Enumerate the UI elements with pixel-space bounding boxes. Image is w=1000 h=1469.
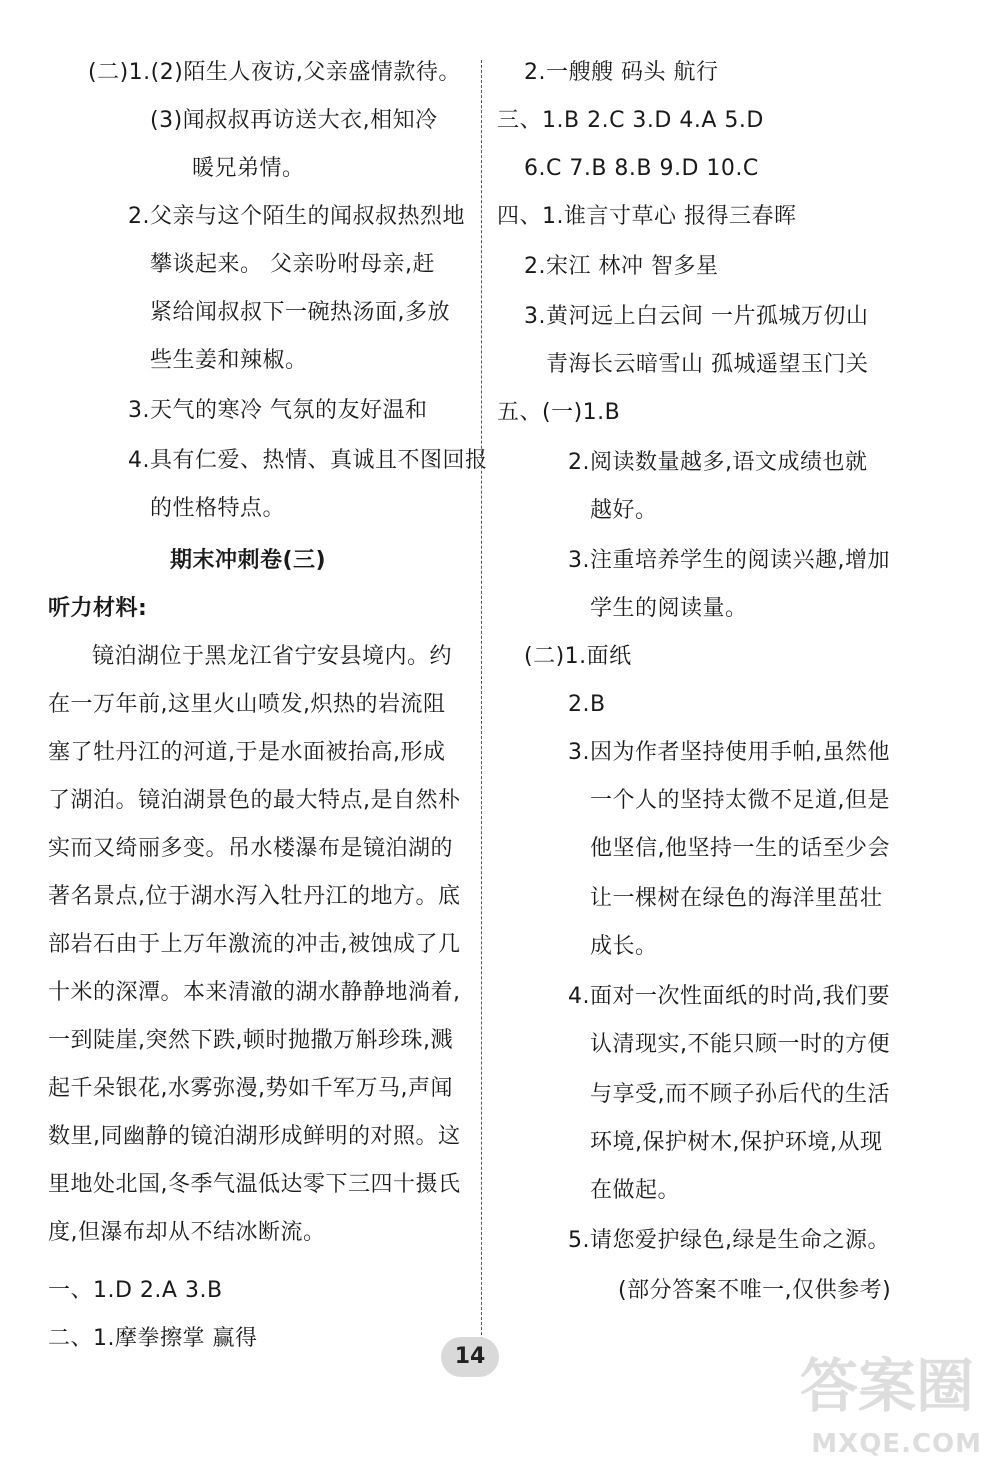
section-heading: 期末冲刺卷(三) [170, 548, 327, 573]
answer-line: 3.黄河远上白云间 一片孤城万仞山 [524, 304, 869, 329]
answer-line: 的性格特点。 [150, 496, 286, 521]
passage-line: 起千朵银花,水雾弥漫,势如千军万马,声闻 [48, 1076, 453, 1101]
passage-line: 实而又绮丽多变。吊水楼瀑布是镜泊湖的 [48, 836, 454, 861]
answer-line: 暖兄弟情。 [192, 156, 305, 181]
answer-line: 四、1.谁言寸草心 报得三春晖 [497, 204, 797, 229]
answer-line: 让一棵树在绿色的海洋里茁壮 [590, 886, 883, 911]
answer-line: 2.一艘艘 码头 航行 [524, 60, 719, 85]
watermark-site: MXQE.COM [811, 1429, 982, 1459]
passage-line: 了湖泊。镜泊湖景色的最大特点,是自然朴 [48, 788, 461, 813]
column-divider [481, 60, 482, 1350]
answer-line: 在做起。 [590, 1178, 681, 1203]
watermark [792, 1339, 982, 1459]
passage-line: 度,但瀑布却从不结冰断流。 [48, 1220, 326, 1245]
answer-line: (二)1.面纸 [524, 644, 632, 669]
passage-line: 部岩石由于上万年激流的冲击,被蚀成了几 [48, 932, 461, 957]
answer-line: (3)闻叔叔再访送大衣,相知冷 [150, 108, 438, 133]
answer-line: 2.父亲与这个陌生的闻叔叔热烈地 [128, 204, 465, 229]
passage-line: 塞了牡丹江的河道,于是水面被抬高,形成 [48, 740, 446, 765]
answer-line: 青海长云暗雪山 孤城遥望玉门关 [546, 352, 869, 377]
answer-line: 他坚信,他坚持一生的话至少会 [590, 836, 890, 861]
answer-line: 三、1.B 2.C 3.D 4.A 5.D [497, 108, 764, 133]
answer-line: 6.C 7.B 8.B 9.D 10.C [524, 156, 759, 181]
answer-line: 4.具有仁爱、热情、真诚且不图回报 [128, 448, 488, 473]
passage-line: 十米的深潭。本来清澈的湖水静静地淌着, [48, 980, 461, 1005]
passage-line: 一到陡崖,突然下跌,顿时抛撒万斛珍珠,溅 [48, 1028, 453, 1053]
note-line: (部分答案不唯一,仅供参考) [618, 1278, 892, 1303]
answer-line: 2.宋江 林冲 智多星 [524, 254, 719, 279]
answer-line: 环境,保护树木,保护环境,从现 [590, 1130, 883, 1155]
passage-line: 镜泊湖位于黑龙江省宁安县境内。约 [92, 644, 453, 669]
answer-line: 二、1.摩拳擦掌 赢得 [48, 1326, 258, 1351]
answer-line: 5.请您爱护绿色,绿是生命之源。 [568, 1228, 890, 1253]
answer-line: 紧给闻叔叔下一碗热汤面,多放 [150, 300, 450, 325]
passage-line: 数里,同幽静的镜泊湖形成鲜明的对照。这 [48, 1124, 461, 1149]
passage-line: 里地处北国,冬季气温低达零下三四十摄氏 [48, 1172, 461, 1197]
page-number: 14 [441, 1337, 499, 1377]
answer-line: 2.阅读数量越多,语文成绩也就 [568, 450, 868, 475]
answer-line: 一个人的坚持太微不足道,但是 [590, 788, 890, 813]
answer-line: 4.面对一次性面纸的时尚,我们要 [568, 984, 890, 1009]
answer-line: 越好。 [590, 498, 658, 523]
answer-line: 3.因为作者坚持使用手帕,虽然他 [568, 740, 890, 765]
answer-line: 五、(一)1.B [497, 400, 621, 425]
answer-line: 学生的阅读量。 [590, 596, 748, 621]
answer-line: (二)1.(2)陌生人夜访,父亲盛情款待。 [88, 60, 461, 85]
passage-line: 著名景点,位于湖水泻入牡丹江的地方。底 [48, 884, 461, 909]
watermark-logo: 答案圈 [799, 1352, 974, 1420]
answer-line: 3.注重培养学生的阅读兴趣,增加 [568, 548, 890, 573]
listening-label: 听力材料: [48, 596, 148, 621]
answer-line: 些生姜和辣椒。 [150, 348, 308, 373]
answer-line: 2.B [568, 692, 606, 717]
answer-line: 攀谈起来。 父亲吩咐母亲,赶 [150, 252, 435, 277]
answer-line: 成长。 [590, 934, 658, 959]
passage-line: 在一万年前,这里火山喷发,炽热的岩流阻 [48, 692, 446, 717]
answer-line: 3.天气的寒冷 气氛的友好温和 [128, 398, 428, 423]
answer-line: 一、1.D 2.A 3.B [48, 1278, 223, 1303]
answer-line: 与享受,而不顾子孙后代的生活 [590, 1082, 890, 1107]
answer-line: 认清现实,不能只顾一时的方便 [590, 1032, 890, 1057]
